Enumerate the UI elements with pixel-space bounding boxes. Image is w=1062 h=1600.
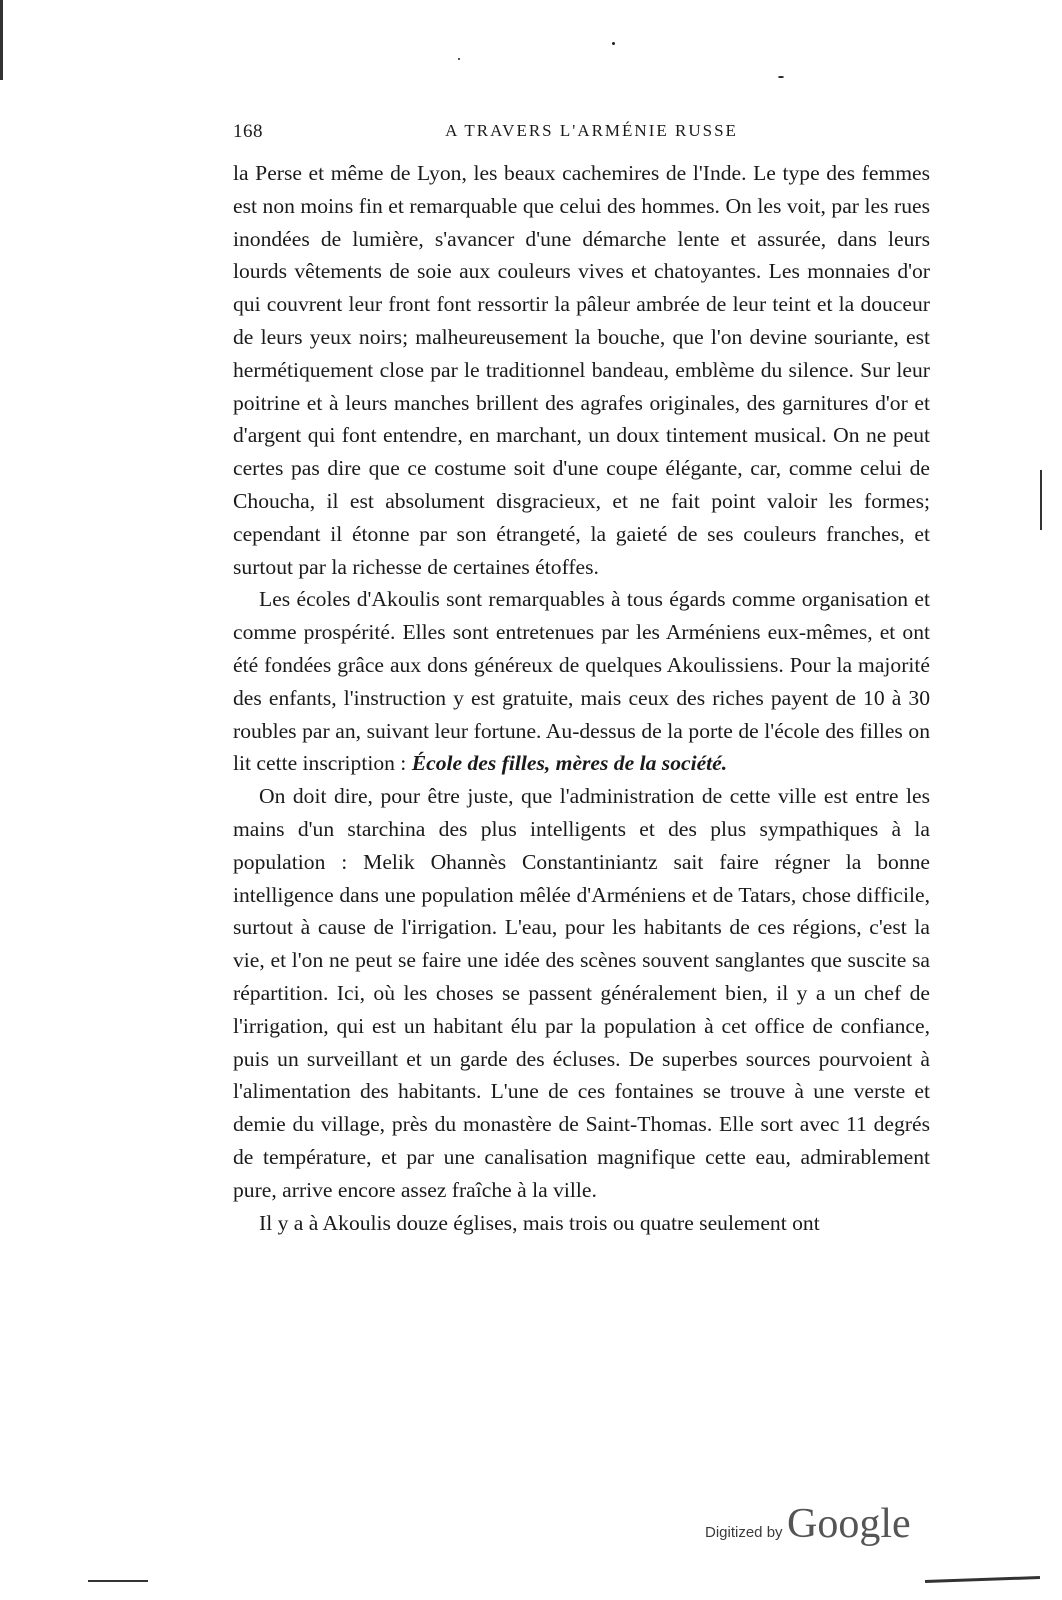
paragraph <box>233 583 930 780</box>
right-edge-mark <box>1040 470 1042 530</box>
bottom-edge-mark <box>925 1576 1040 1583</box>
body-text <box>233 157 930 1239</box>
google-logo: Google <box>787 1501 911 1547</box>
scan-speck <box>612 42 615 45</box>
paragraph <box>233 780 930 1206</box>
scan-speck <box>778 76 784 78</box>
italic-inscription: École des filles, mères de la société. <box>411 751 728 776</box>
bottom-left-mark <box>88 1580 148 1582</box>
paragraph-text: Il y a à Akoulis douze églises, mais trois ou quatre seulement ont <box>259 1210 820 1235</box>
running-title: A TRAVERS L'ARMÉNIE RUSSE <box>445 121 738 140</box>
digitized-watermark <box>705 1500 935 1560</box>
paragraph-text: On doit dire, pour être juste, que l'administration de cette ville est entre les mains d'un starchina des plus intelligents et des plus sympathiques à la population : Melik Ohannès Constantiniantz sait faire régner la bonne intelligence dans une population mêlée d'Arméniens et de Tatars, chose difficile, surtout à cause de l'irrigation. L'eau, pour les habitants de ces régions, c'est la vie, et l'on ne peut se faire une idée des scènes souvent sanglantes que suscite sa répartition. Ici, où les choses se passent généralement bien, il y a un chef de l'irrigation, qui est un habitant élu par la population à cet office de confiance, puis un surveillant et un garde des écluses. De superbes sources pourvoient à l'alimentation des habitants. L'une de ces fontaines se trouve à une verste et demie du village, près du monastère de Saint-Thomas. Elle sort avec 11 degrés de température, et par une canalisation magnifique cette eau, admirablement pure, arrive encore assez fraîche à la ville. <box>233 784 930 1202</box>
page-number: 168 <box>233 121 263 142</box>
watermark-prefix: Digitized by <box>705 1524 783 1541</box>
scan-speck <box>458 58 460 60</box>
paragraph <box>233 157 930 583</box>
paragraph-text: la Perse et même de Lyon, les beaux cachemires de l'Inde. Le type des femmes est non moins fin et remarquable que celui des hommes. On les voit, par les rues inondées de lumière, s'avancer d'une démarche lente et assurée, dans leurs lourds vêtements de soie aux couleurs vives et chatoyantes. Les monnaies d'or qui couvrent leur front font ressortir la pâleur ambrée de leur teint et la douceur de leurs yeux noirs; malheureusement la bouche, que l'on devine souriante, est hermétiquement close par le traditionnel bandeau, emblème du silence. Sur leur poitrine et à leurs manches brillent des agrafes originales, des garnitures d'or et d'argent qui font entendre, en marchant, un doux tintement musical. On ne peut certes pas dire que ce costume soit d'une coupe élégante, car, comme celui de Choucha, il est absolument disgracieux, et ne fait point valoir les formes; cependant il étonne par son étrangeté, la gaieté de ses couleurs franches, et surtout par la richesse de certaines étoffes. <box>233 161 930 579</box>
paragraph-text: Les écoles d'Akoulis sont remarquables à tous égards comme organisation et comme prospérité. Elles sont entretenues par les Arméniens eux-mêmes, et ont été fondées grâce aux dons généreux de quelques Akoulissiens. Pour la majorité des enfants, l'instruction y est gratuite, mais ceux des riches payent de 10 à 30 roubles par an, suivant leur fortune. Au-dessus de la porte de l'école des filles on lit cette inscription : <box>233 587 930 776</box>
paragraph <box>233 1207 930 1240</box>
running-head <box>233 121 930 145</box>
binding-edge-mark <box>0 0 3 80</box>
